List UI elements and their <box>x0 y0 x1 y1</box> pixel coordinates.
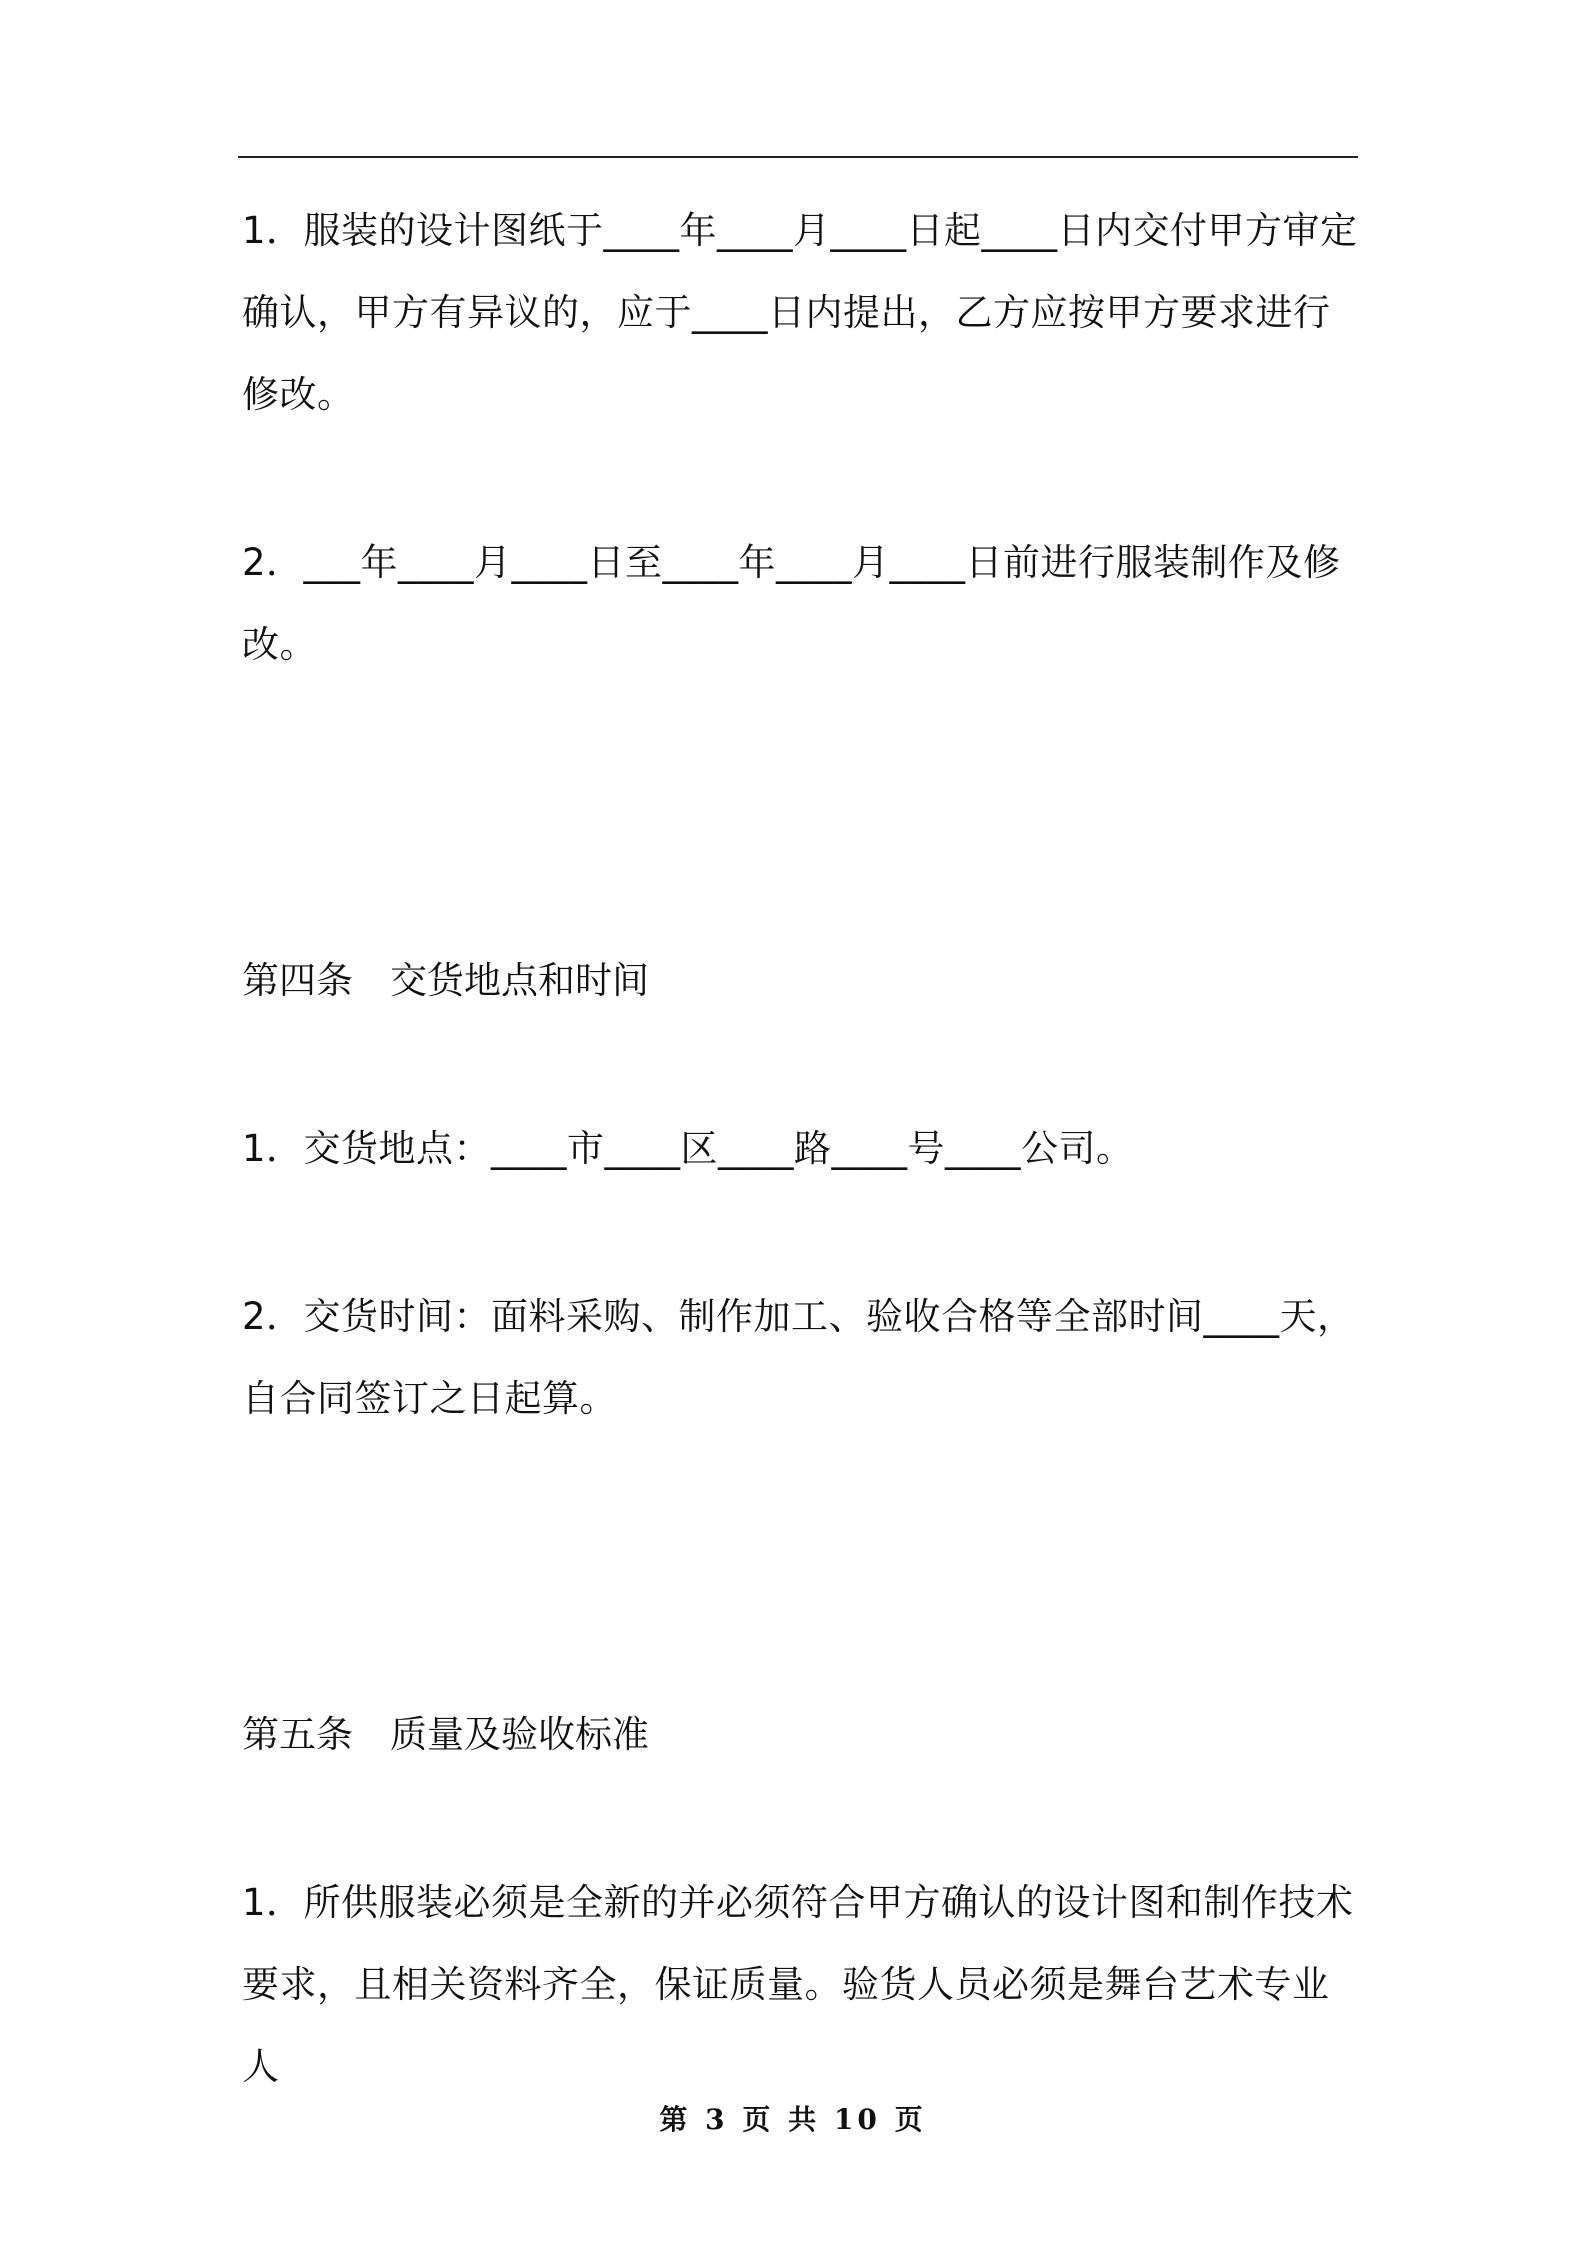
clause-4-item-1: 1．交货地点：____市____区____路____号____公司。 <box>242 1127 1134 1170</box>
clause-3-item-2: 2．___年____月____日至____年____月____日前进行服装制作及修改。 <box>242 541 1341 666</box>
clause-4-item-2: 2．交货时间：面料采购、制作加工、验收合格等全部时间____天，自合同签订之日起算。 <box>242 1295 1355 1420</box>
page-number: 第 3 页 共 10 页 <box>659 2103 927 2136</box>
header-rule <box>238 156 1358 158</box>
section-5-heading: 第五条 质量及验收标准 <box>242 1713 649 1756</box>
clause-3-item-1: 1．服装的设计图纸于____年____月____日起____日内交付甲方审定确认，甲方有异议的，应于____日内提出，乙方应按甲方要求进行修改。 <box>242 209 1358 416</box>
clause-5-item-1: 1．所供服装必须是全新的并必须符合甲方确认的设计图和制作技术要求，且相关资料齐全，保证质量。验货人员必须是舞台艺术专业人 <box>242 1881 1354 2088</box>
section-4-heading: 第四条 交货地点和时间 <box>242 959 649 1002</box>
